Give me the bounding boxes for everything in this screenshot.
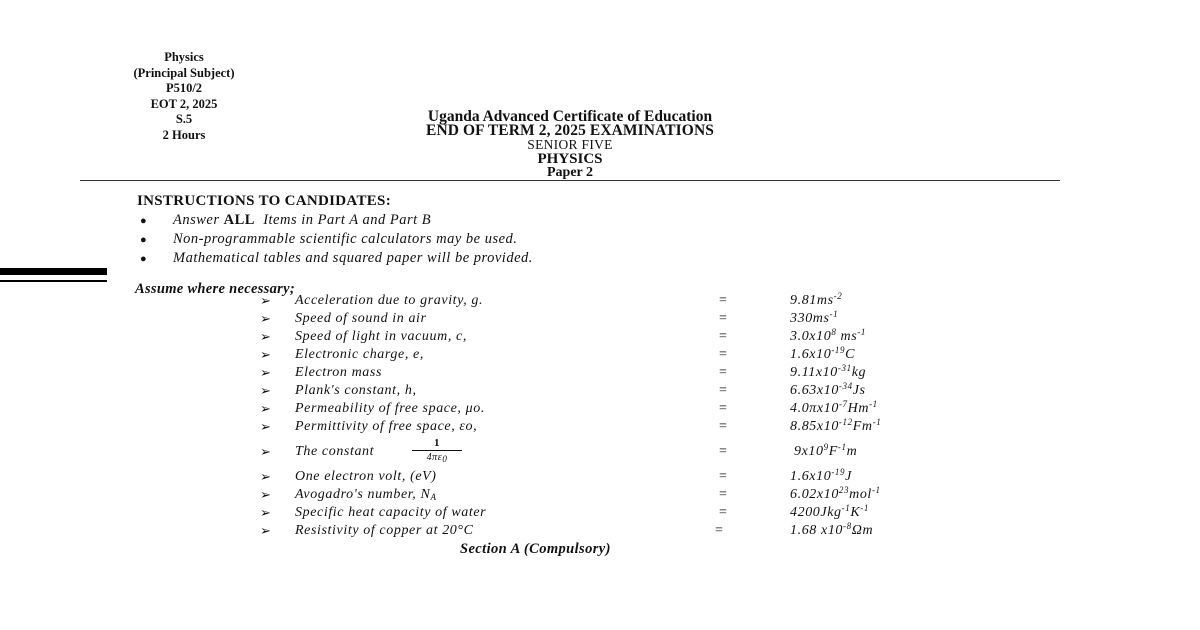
bullet-icon: ● — [140, 252, 148, 265]
constant-value: $4.0\pi x10^{-7}Hm^{-1}$ — [790, 399, 878, 416]
equals-sign: = — [719, 347, 728, 362]
arrow-bullet-icon: ➢ — [260, 419, 272, 434]
constant-value: $9x10^9F^{-1}m$ — [794, 442, 858, 459]
arrow-bullet-icon: ➢ — [260, 365, 272, 380]
equals-sign: = — [719, 311, 728, 326]
constant-row — [260, 401, 960, 419]
constant-name: Resistivity of copper at 20°C — [295, 523, 474, 538]
constant-value: $1.6x10^{-19}J$ — [790, 467, 852, 484]
instructions-heading: INSTRUCTIONS TO CANDIDATES: — [137, 193, 391, 209]
paper-number: Paper 2 — [546, 165, 593, 180]
subject-title: PHYSICS — [537, 151, 603, 167]
arrow-bullet-icon: ➢ — [260, 523, 272, 538]
certificate-title: Uganda Advanced Certificate of Education — [427, 108, 713, 125]
arrow-bullet-icon: ➢ — [260, 444, 272, 459]
constants-table — [260, 293, 960, 541]
equals-sign: = — [719, 365, 728, 380]
equals-sign: = — [719, 419, 728, 434]
bullet-icon: ● — [140, 233, 148, 246]
constant-value: $8.85x10^{-12}Fm^{-1}$ — [790, 417, 882, 434]
coulomb-constant-fraction: 1 $4\pi\varepsilon_0$ — [412, 437, 462, 464]
equals-sign: = — [719, 469, 728, 484]
exam-name: END OF TERM 2, 2025 EXAMINATIONS — [426, 122, 714, 139]
constant-row — [260, 523, 960, 541]
constant-row — [260, 311, 960, 329]
constant-value: $6.63x10^{-34}Js$ — [790, 381, 866, 398]
constant-name: Speed of sound in air — [295, 311, 427, 326]
equals-sign: = — [719, 401, 728, 416]
arrow-bullet-icon: ➢ — [260, 401, 272, 416]
constant-row — [260, 347, 960, 365]
equals-sign: = — [719, 487, 728, 502]
constant-row — [260, 419, 960, 437]
constant-row — [260, 329, 960, 347]
constant-name: Plank's constant, h, — [295, 383, 417, 398]
exam-title-block — [320, 110, 820, 180]
subject-type: (Principal Subject) — [133, 65, 235, 80]
constant-name: The constant — [295, 444, 375, 459]
margin-bar-thin — [0, 280, 107, 282]
constant-value: $3.0x10^8$ $ms^{-1}$ — [790, 327, 866, 344]
constant-row — [260, 487, 960, 505]
constant-name: Permeability of free space, μo. — [295, 401, 485, 416]
equals-sign: = — [719, 293, 728, 308]
instructions-list — [140, 211, 533, 268]
constant-row — [260, 365, 960, 383]
constant-value: $6.02x10^{23}mol^{-1}$ — [790, 485, 881, 502]
constant-value: $330ms^{-1}$ — [790, 309, 839, 326]
class-level: S.5 — [175, 112, 193, 126]
margin-bar-thick — [0, 268, 107, 275]
duration: 2 Hours — [162, 127, 206, 142]
constant-name: Permittivity of free space, εo, — [295, 419, 478, 434]
arrow-bullet-icon: ➢ — [260, 469, 272, 484]
constant-row — [260, 293, 960, 311]
subject-name: Physics — [164, 50, 204, 64]
arrow-bullet-icon: ➢ — [260, 505, 272, 520]
constant-row — [260, 383, 960, 401]
exam-session: EOT 2, 2025 — [150, 96, 218, 111]
constant-name: Electron mass — [295, 365, 382, 380]
constants-heading: Assume where necessary; — [135, 281, 295, 297]
equals-sign: = — [719, 444, 728, 459]
constant-name: Speed of light in vacuum, c, — [295, 329, 467, 344]
constant-value: $9.11x10^{-31}kg$ — [790, 363, 867, 380]
arrow-bullet-icon: ➢ — [260, 487, 272, 502]
instruction-item: ● Mathematical tables and squared paper will be provided. — [140, 250, 533, 266]
equals-sign: = — [719, 383, 728, 398]
arrow-bullet-icon: ➢ — [260, 293, 272, 308]
constant-row — [260, 505, 960, 523]
constant-value: 1.68 $x10^{-8}\Omega m$ — [790, 521, 874, 538]
constant-row — [260, 437, 960, 469]
equals-sign: = — [719, 505, 728, 520]
constant-name: Acceleration due to gravity, g. — [295, 293, 484, 308]
constant-value: $4200Jkg^{-1}K^{-1}$ — [790, 503, 869, 520]
instruction-item: ● Answer ALL Items in Part A and Part B — [140, 212, 432, 228]
class-name: SENIOR FIVE — [527, 137, 613, 152]
constant-row — [260, 469, 960, 487]
constant-name: Avogadro's number, $N_A$ — [295, 487, 437, 502]
bullet-icon: ● — [140, 214, 148, 227]
arrow-bullet-icon: ➢ — [260, 329, 272, 344]
section-a-heading: Section A (Compulsory) — [460, 541, 611, 557]
equals-sign: = — [719, 329, 728, 344]
constant-name: Specific heat capacity of water — [295, 505, 487, 520]
paper-info-block — [84, 50, 284, 143]
constant-name: One electron volt, (eV) — [295, 469, 437, 484]
instruction-item: ● Non-programmable scientific calculators may be used. — [140, 231, 518, 247]
arrow-bullet-icon: ➢ — [260, 347, 272, 362]
equals-sign: = — [715, 523, 724, 538]
header-divider — [80, 180, 1060, 181]
constant-value: $1.6x10^{-19}C$ — [790, 345, 856, 362]
arrow-bullet-icon: ➢ — [260, 311, 272, 326]
paper-code: P510/2 — [165, 81, 203, 95]
constant-value: $9.81ms^{-2}$ — [790, 291, 843, 308]
arrow-bullet-icon: ➢ — [260, 383, 272, 398]
constant-name: Electronic charge, e, — [295, 347, 424, 362]
